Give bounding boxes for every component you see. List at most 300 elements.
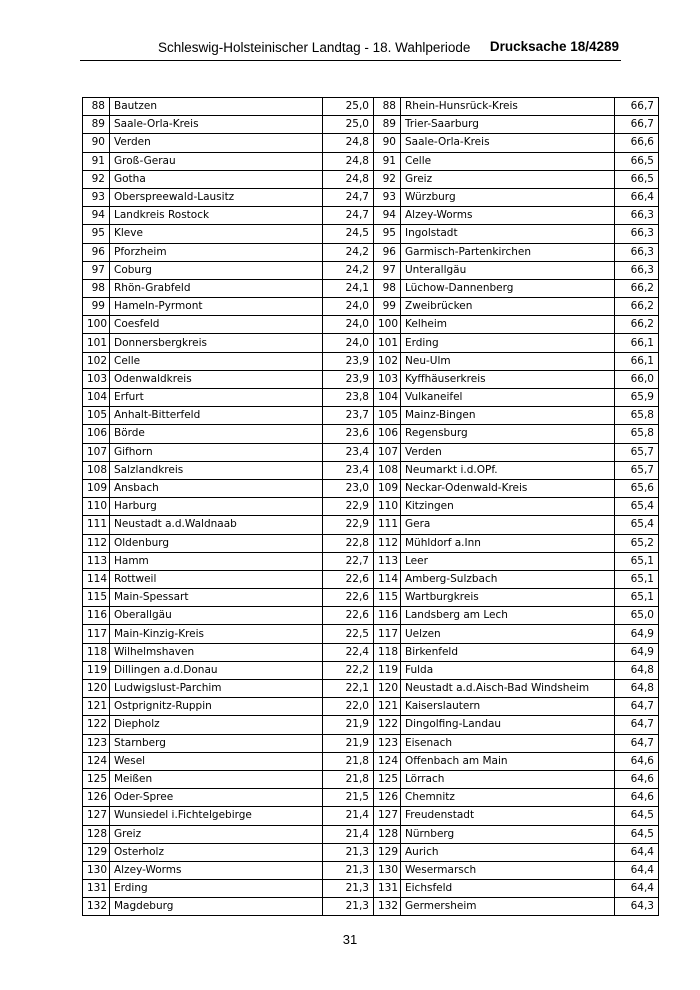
- left-rank-cell: 91: [83, 152, 110, 170]
- left-name-cell: Oberspreewald-Lausitz: [110, 188, 323, 206]
- left-name-cell: Gifhorn: [110, 443, 323, 461]
- right-name-cell: Trier-Saarburg: [401, 116, 615, 134]
- right-value-cell: 64,4: [615, 861, 659, 879]
- right-rank-cell: 95: [374, 225, 401, 243]
- left-name-cell: Main-Spessart: [110, 589, 323, 607]
- left-rank-cell: 128: [83, 825, 110, 843]
- left-rank-cell: 126: [83, 789, 110, 807]
- left-rank-cell: 122: [83, 716, 110, 734]
- left-name-cell: Bautzen: [110, 98, 323, 116]
- right-value-cell: 66,1: [615, 352, 659, 370]
- left-value-cell: 25,0: [323, 116, 374, 134]
- right-value-cell: 66,2: [615, 279, 659, 297]
- left-rank-cell: 115: [83, 589, 110, 607]
- right-rank-cell: 120: [374, 680, 401, 698]
- left-rank-cell: 101: [83, 334, 110, 352]
- right-name-cell: Neumarkt i.d.OPf.: [401, 461, 615, 479]
- left-rank-cell: 112: [83, 534, 110, 552]
- right-value-cell: 64,5: [615, 825, 659, 843]
- left-value-cell: 21,3: [323, 843, 374, 861]
- right-name-cell: Dingolfing-Landau: [401, 716, 615, 734]
- left-name-cell: Salzlandkreis: [110, 461, 323, 479]
- table-row: [83, 516, 659, 534]
- right-name-cell: Germersheim: [401, 898, 615, 916]
- left-name-cell: Diepholz: [110, 716, 323, 734]
- right-rank-cell: 100: [374, 316, 401, 334]
- left-name-cell: Alzey-Worms: [110, 861, 323, 879]
- left-name-cell: Oberallgäu: [110, 607, 323, 625]
- left-rank-cell: 88: [83, 98, 110, 116]
- left-rank-cell: 109: [83, 479, 110, 497]
- right-value-cell: 65,1: [615, 552, 659, 570]
- table-row: [83, 425, 659, 443]
- table-row: [83, 152, 659, 170]
- ranking-table: [82, 97, 659, 916]
- right-rank-cell: 116: [374, 607, 401, 625]
- right-value-cell: 65,6: [615, 479, 659, 497]
- right-value-cell: 66,0: [615, 370, 659, 388]
- left-rank-cell: 116: [83, 607, 110, 625]
- right-rank-cell: 101: [374, 334, 401, 352]
- right-name-cell: Saale-Orla-Kreis: [401, 134, 615, 152]
- table-row: [83, 861, 659, 879]
- right-value-cell: 66,2: [615, 316, 659, 334]
- right-rank-cell: 97: [374, 261, 401, 279]
- table-row: [83, 552, 659, 570]
- right-rank-cell: 108: [374, 461, 401, 479]
- left-value-cell: 23,8: [323, 389, 374, 407]
- left-name-cell: Saale-Orla-Kreis: [110, 116, 323, 134]
- left-rank-cell: 103: [83, 370, 110, 388]
- left-value-cell: 22,7: [323, 552, 374, 570]
- left-value-cell: 24,0: [323, 316, 374, 334]
- table-row: [83, 570, 659, 588]
- right-name-cell: Regensburg: [401, 425, 615, 443]
- right-rank-cell: 132: [374, 898, 401, 916]
- left-name-cell: Ostprignitz-Ruppin: [110, 698, 323, 716]
- right-name-cell: Chemnitz: [401, 789, 615, 807]
- left-value-cell: 21,8: [323, 770, 374, 788]
- table-row: [83, 661, 659, 679]
- left-value-cell: 22,1: [323, 680, 374, 698]
- right-value-cell: 65,0: [615, 607, 659, 625]
- right-value-cell: 66,3: [615, 207, 659, 225]
- right-name-cell: Alzey-Worms: [401, 207, 615, 225]
- right-rank-cell: 128: [374, 825, 401, 843]
- left-name-cell: Main-Kinzig-Kreis: [110, 625, 323, 643]
- right-name-cell: Mainz-Bingen: [401, 407, 615, 425]
- left-value-cell: 24,7: [323, 207, 374, 225]
- right-name-cell: Kyffhäuserkreis: [401, 370, 615, 388]
- left-rank-cell: 104: [83, 389, 110, 407]
- table-row: [83, 298, 659, 316]
- right-rank-cell: 123: [374, 734, 401, 752]
- left-rank-cell: 121: [83, 698, 110, 716]
- table-row: [83, 734, 659, 752]
- left-name-cell: Rhön-Grabfeld: [110, 279, 323, 297]
- left-value-cell: 24,2: [323, 261, 374, 279]
- left-rank-cell: 111: [83, 516, 110, 534]
- table-row: [83, 789, 659, 807]
- left-value-cell: 23,4: [323, 461, 374, 479]
- right-name-cell: Erding: [401, 334, 615, 352]
- right-rank-cell: 105: [374, 407, 401, 425]
- table-row: [83, 352, 659, 370]
- right-name-cell: Amberg-Sulzbach: [401, 570, 615, 588]
- right-name-cell: Landsberg am Lech: [401, 607, 615, 625]
- left-value-cell: 21,9: [323, 716, 374, 734]
- right-name-cell: Kelheim: [401, 316, 615, 334]
- left-rank-cell: 114: [83, 570, 110, 588]
- right-rank-cell: 129: [374, 843, 401, 861]
- left-name-cell: Erding: [110, 880, 323, 898]
- right-name-cell: Garmisch-Partenkirchen: [401, 243, 615, 261]
- right-rank-cell: 121: [374, 698, 401, 716]
- left-value-cell: 21,8: [323, 752, 374, 770]
- left-name-cell: Coesfeld: [110, 316, 323, 334]
- right-name-cell: Lüchow-Dannenberg: [401, 279, 615, 297]
- right-rank-cell: 94: [374, 207, 401, 225]
- right-value-cell: 64,6: [615, 752, 659, 770]
- table-row: [83, 370, 659, 388]
- right-value-cell: 64,4: [615, 880, 659, 898]
- document-number: Drucksache 18/4289: [489, 39, 619, 54]
- table-row: [83, 589, 659, 607]
- right-value-cell: 65,1: [615, 589, 659, 607]
- left-name-cell: Starnberg: [110, 734, 323, 752]
- left-name-cell: Coburg: [110, 261, 323, 279]
- right-name-cell: Birkenfeld: [401, 643, 615, 661]
- left-rank-cell: 108: [83, 461, 110, 479]
- right-rank-cell: 119: [374, 661, 401, 679]
- table-row: [83, 807, 659, 825]
- right-rank-cell: 130: [374, 861, 401, 879]
- right-value-cell: 64,7: [615, 734, 659, 752]
- left-name-cell: Hameln-Pyrmont: [110, 298, 323, 316]
- left-name-cell: Odenwaldkreis: [110, 370, 323, 388]
- left-rank-cell: 96: [83, 243, 110, 261]
- left-name-cell: Celle: [110, 352, 323, 370]
- right-value-cell: 64,9: [615, 643, 659, 661]
- left-value-cell: 22,9: [323, 516, 374, 534]
- right-rank-cell: 88: [374, 98, 401, 116]
- right-rank-cell: 131: [374, 880, 401, 898]
- left-value-cell: 22,5: [323, 625, 374, 643]
- right-name-cell: Leer: [401, 552, 615, 570]
- right-name-cell: Wartburgkreis: [401, 589, 615, 607]
- right-rank-cell: 107: [374, 443, 401, 461]
- left-name-cell: Wilhelmshaven: [110, 643, 323, 661]
- table-row: [83, 116, 659, 134]
- left-name-cell: Wunsiedel i.Fichtelgebirge: [110, 807, 323, 825]
- right-rank-cell: 98: [374, 279, 401, 297]
- left-rank-cell: 106: [83, 425, 110, 443]
- right-value-cell: 65,2: [615, 534, 659, 552]
- left-name-cell: Osterholz: [110, 843, 323, 861]
- left-name-cell: Börde: [110, 425, 323, 443]
- right-name-cell: Fulda: [401, 661, 615, 679]
- left-value-cell: 21,9: [323, 734, 374, 752]
- left-name-cell: Anhalt-Bitterfeld: [110, 407, 323, 425]
- right-rank-cell: 112: [374, 534, 401, 552]
- right-rank-cell: 110: [374, 498, 401, 516]
- left-value-cell: 22,8: [323, 534, 374, 552]
- left-value-cell: 24,0: [323, 334, 374, 352]
- right-rank-cell: 99: [374, 298, 401, 316]
- right-rank-cell: 103: [374, 370, 401, 388]
- left-value-cell: 24,8: [323, 152, 374, 170]
- right-rank-cell: 104: [374, 389, 401, 407]
- left-name-cell: Landkreis Rostock: [110, 207, 323, 225]
- left-value-cell: 22,6: [323, 589, 374, 607]
- right-rank-cell: 89: [374, 116, 401, 134]
- left-value-cell: 23,9: [323, 370, 374, 388]
- table-row: [83, 607, 659, 625]
- right-value-cell: 64,8: [615, 661, 659, 679]
- left-value-cell: 21,3: [323, 898, 374, 916]
- left-rank-cell: 129: [83, 843, 110, 861]
- left-name-cell: Harburg: [110, 498, 323, 516]
- left-rank-cell: 130: [83, 861, 110, 879]
- right-rank-cell: 113: [374, 552, 401, 570]
- table-row: [83, 698, 659, 716]
- right-rank-cell: 114: [374, 570, 401, 588]
- left-name-cell: Hamm: [110, 552, 323, 570]
- table-row: [83, 479, 659, 497]
- right-rank-cell: 109: [374, 479, 401, 497]
- left-value-cell: 21,3: [323, 880, 374, 898]
- right-value-cell: 64,9: [615, 625, 659, 643]
- right-value-cell: 65,8: [615, 425, 659, 443]
- left-name-cell: Groß-Gerau: [110, 152, 323, 170]
- table-row: [83, 898, 659, 916]
- left-value-cell: 24,5: [323, 225, 374, 243]
- right-value-cell: 66,3: [615, 243, 659, 261]
- right-name-cell: Eichsfeld: [401, 880, 615, 898]
- right-rank-cell: 106: [374, 425, 401, 443]
- left-value-cell: 22,0: [323, 698, 374, 716]
- right-value-cell: 66,7: [615, 116, 659, 134]
- left-name-cell: Neustadt a.d.Waldnaab: [110, 516, 323, 534]
- right-value-cell: 65,4: [615, 516, 659, 534]
- right-value-cell: 64,8: [615, 680, 659, 698]
- right-rank-cell: 122: [374, 716, 401, 734]
- left-rank-cell: 110: [83, 498, 110, 516]
- right-rank-cell: 111: [374, 516, 401, 534]
- left-value-cell: 22,6: [323, 570, 374, 588]
- left-rank-cell: 117: [83, 625, 110, 643]
- right-name-cell: Aurich: [401, 843, 615, 861]
- right-value-cell: 66,4: [615, 188, 659, 206]
- left-value-cell: 21,4: [323, 807, 374, 825]
- right-rank-cell: 90: [374, 134, 401, 152]
- right-name-cell: Offenbach am Main: [401, 752, 615, 770]
- table-row: [83, 716, 659, 734]
- left-value-cell: 22,9: [323, 498, 374, 516]
- left-value-cell: 23,9: [323, 352, 374, 370]
- document-title: Schleswig-Holsteinischer Landtag - 18. Wahlperiode: [158, 40, 471, 55]
- right-rank-cell: 117: [374, 625, 401, 643]
- right-value-cell: 64,6: [615, 789, 659, 807]
- left-value-cell: 25,0: [323, 98, 374, 116]
- right-name-cell: Neu-Ulm: [401, 352, 615, 370]
- right-rank-cell: 93: [374, 188, 401, 206]
- left-rank-cell: 113: [83, 552, 110, 570]
- right-value-cell: 65,7: [615, 443, 659, 461]
- right-rank-cell: 102: [374, 352, 401, 370]
- table-row: [83, 225, 659, 243]
- right-name-cell: Gera: [401, 516, 615, 534]
- right-name-cell: Greiz: [401, 170, 615, 188]
- table-row: [83, 534, 659, 552]
- left-name-cell: Ansbach: [110, 479, 323, 497]
- table-row: [83, 279, 659, 297]
- left-value-cell: 21,4: [323, 825, 374, 843]
- table-row: [83, 207, 659, 225]
- left-value-cell: 23,7: [323, 407, 374, 425]
- right-name-cell: Freudenstadt: [401, 807, 615, 825]
- left-rank-cell: 107: [83, 443, 110, 461]
- left-value-cell: 23,0: [323, 479, 374, 497]
- right-name-cell: Vulkaneifel: [401, 389, 615, 407]
- table-row: [83, 170, 659, 188]
- table-row: [83, 443, 659, 461]
- left-rank-cell: 90: [83, 134, 110, 152]
- left-rank-cell: 131: [83, 880, 110, 898]
- right-name-cell: Celle: [401, 152, 615, 170]
- right-value-cell: 66,3: [615, 225, 659, 243]
- right-name-cell: Neckar-Odenwald-Kreis: [401, 479, 615, 497]
- left-rank-cell: 105: [83, 407, 110, 425]
- right-value-cell: 66,1: [615, 334, 659, 352]
- page-header: [80, 38, 621, 61]
- left-value-cell: 24,7: [323, 188, 374, 206]
- table-row: [83, 334, 659, 352]
- left-rank-cell: 92: [83, 170, 110, 188]
- right-name-cell: Wesermarsch: [401, 861, 615, 879]
- right-value-cell: 65,7: [615, 461, 659, 479]
- table-row: [83, 188, 659, 206]
- left-rank-cell: 120: [83, 680, 110, 698]
- left-value-cell: 22,6: [323, 607, 374, 625]
- left-value-cell: 24,0: [323, 298, 374, 316]
- left-value-cell: 22,2: [323, 661, 374, 679]
- right-name-cell: Neustadt a.d.Aisch-Bad Windsheim: [401, 680, 615, 698]
- right-value-cell: 65,9: [615, 389, 659, 407]
- left-value-cell: 24,8: [323, 134, 374, 152]
- left-rank-cell: 97: [83, 261, 110, 279]
- right-rank-cell: 127: [374, 807, 401, 825]
- right-rank-cell: 115: [374, 589, 401, 607]
- left-value-cell: 24,8: [323, 170, 374, 188]
- right-rank-cell: 92: [374, 170, 401, 188]
- right-value-cell: 64,5: [615, 807, 659, 825]
- left-name-cell: Meißen: [110, 770, 323, 788]
- right-rank-cell: 91: [374, 152, 401, 170]
- left-name-cell: Erfurt: [110, 389, 323, 407]
- left-value-cell: 21,3: [323, 861, 374, 879]
- right-name-cell: Nürnberg: [401, 825, 615, 843]
- right-value-cell: 65,1: [615, 570, 659, 588]
- left-name-cell: Ludwigslust-Parchim: [110, 680, 323, 698]
- table-row: [83, 770, 659, 788]
- table-row: [83, 134, 659, 152]
- table-row: [83, 316, 659, 334]
- right-value-cell: 65,8: [615, 407, 659, 425]
- right-rank-cell: 126: [374, 789, 401, 807]
- table-row: [83, 498, 659, 516]
- left-rank-cell: 125: [83, 770, 110, 788]
- left-value-cell: 24,1: [323, 279, 374, 297]
- left-name-cell: Dillingen a.d.Donau: [110, 661, 323, 679]
- right-name-cell: Mühldorf a.Inn: [401, 534, 615, 552]
- right-name-cell: Kaiserslautern: [401, 698, 615, 716]
- table-row: [83, 825, 659, 843]
- left-rank-cell: 98: [83, 279, 110, 297]
- left-name-cell: Oldenburg: [110, 534, 323, 552]
- left-rank-cell: 124: [83, 752, 110, 770]
- right-value-cell: 64,7: [615, 698, 659, 716]
- left-rank-cell: 123: [83, 734, 110, 752]
- table-row: [83, 98, 659, 116]
- left-name-cell: Kleve: [110, 225, 323, 243]
- left-rank-cell: 99: [83, 298, 110, 316]
- right-name-cell: Eisenach: [401, 734, 615, 752]
- left-rank-cell: 119: [83, 661, 110, 679]
- left-value-cell: 24,2: [323, 243, 374, 261]
- left-rank-cell: 118: [83, 643, 110, 661]
- left-name-cell: Wesel: [110, 752, 323, 770]
- right-name-cell: Lörrach: [401, 770, 615, 788]
- table-row: [83, 261, 659, 279]
- table-row: [83, 407, 659, 425]
- table-row: [83, 843, 659, 861]
- right-name-cell: Zweibrücken: [401, 298, 615, 316]
- right-value-cell: 64,4: [615, 843, 659, 861]
- right-rank-cell: 125: [374, 770, 401, 788]
- right-value-cell: 64,6: [615, 770, 659, 788]
- right-name-cell: Unterallgäu: [401, 261, 615, 279]
- table-row: [83, 461, 659, 479]
- left-rank-cell: 100: [83, 316, 110, 334]
- table-row: [83, 389, 659, 407]
- right-value-cell: 65,4: [615, 498, 659, 516]
- left-value-cell: 23,6: [323, 425, 374, 443]
- right-name-cell: Verden: [401, 443, 615, 461]
- page-number: 31: [342, 932, 358, 947]
- table-row: [83, 243, 659, 261]
- right-value-cell: 66,7: [615, 98, 659, 116]
- left-value-cell: 21,5: [323, 789, 374, 807]
- right-name-cell: Uelzen: [401, 625, 615, 643]
- right-value-cell: 66,3: [615, 261, 659, 279]
- table-row: [83, 752, 659, 770]
- left-name-cell: Oder-Spree: [110, 789, 323, 807]
- left-name-cell: Gotha: [110, 170, 323, 188]
- left-rank-cell: 127: [83, 807, 110, 825]
- right-value-cell: 64,3: [615, 898, 659, 916]
- left-rank-cell: 102: [83, 352, 110, 370]
- left-rank-cell: 95: [83, 225, 110, 243]
- right-value-cell: 66,6: [615, 134, 659, 152]
- left-name-cell: Magdeburg: [110, 898, 323, 916]
- right-value-cell: 66,5: [615, 170, 659, 188]
- right-rank-cell: 118: [374, 643, 401, 661]
- left-name-cell: Greiz: [110, 825, 323, 843]
- left-value-cell: 22,4: [323, 643, 374, 661]
- left-rank-cell: 93: [83, 188, 110, 206]
- right-name-cell: Kitzingen: [401, 498, 615, 516]
